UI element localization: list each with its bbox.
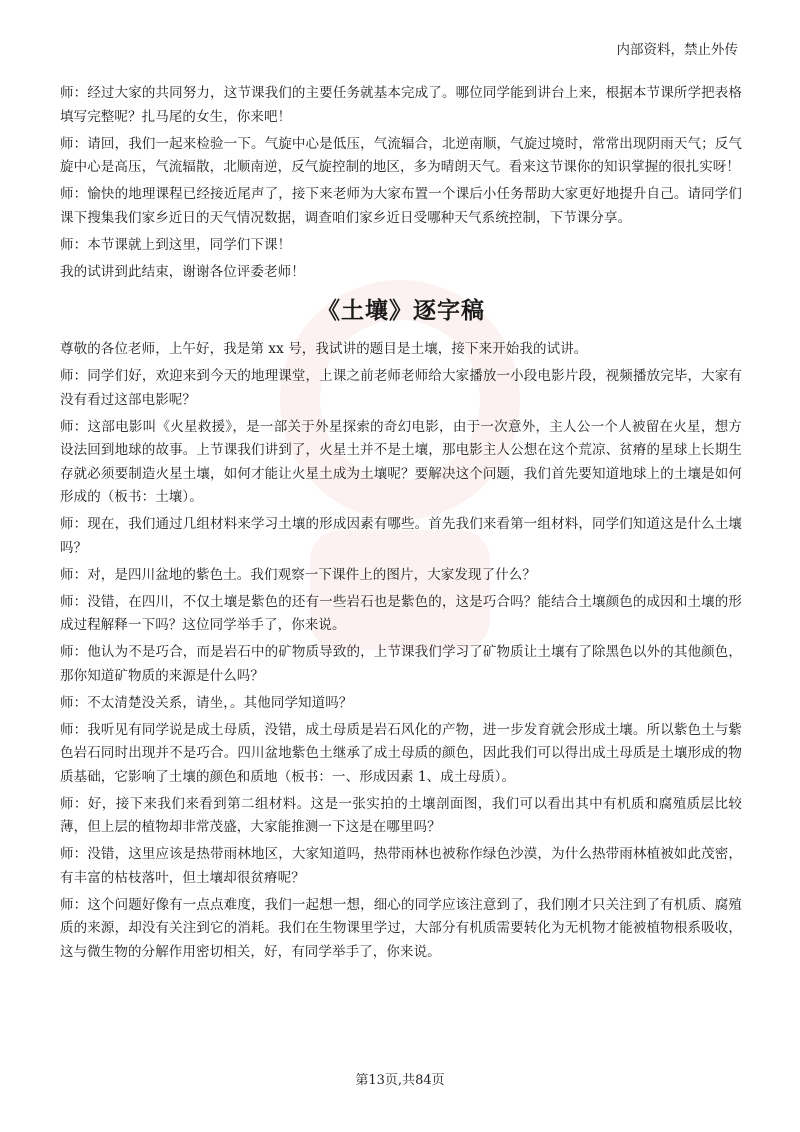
paragraph: 师：对，是四川盆地的紫色土。我们观察一下课件上的图片，大家发现了什么？ [60, 566, 536, 583]
paragraph: 师：没错，这里应该是热带雨林地区，大家知道吗，热带雨林也被称作绿色沙漠，为什么热带雨林植被如此茂密，有丰富的枯枝落叶，但土壤却很贫瘠呢？ [60, 846, 742, 886]
paragraph: 师：同学们好，欢迎来到今天的地理课堂，上课之前老师老师给大家播放一小段电影片段，视频播放完毕，大家有没有看过这部电影呢？ [60, 368, 742, 408]
page-number: 第13页,共84页 [355, 1073, 445, 1088]
paragraph: 师：这部电影叫《火星救援》，是一部关于外星探索的奇幻电影，由于一次意外，主人公一个人被留在火星，想方设法回到地球的故事。上节课我们讲到了，火星土并不是土壤，那电影主人公想在这个荒凉、贫瘠的星球上长期生存就必须要制造火星土壤，如何才能让火星土成为土壤呢？要解决这个问题，我们首先要知道地球上的土壤是如何形成的（板书：土壤）。 [60, 418, 742, 505]
paragraph: 师：没错，在四川，不仅土壤是紫色的还有一些岩石也是紫色的，这是巧合吗？能结合土壤颜色的成因和土壤的形成过程解释一下吗？这位同学举手了，你来说。 [60, 593, 742, 633]
paragraph: 师：本节课就上到这里，同学们下课！ [60, 236, 292, 253]
paragraph: 师：请回，我们一起来检验一下。气旋中心是低压，气流辐合，北逆南顺，气旋过境时，常常出现阴雨天气；反气旋中心是高压，气流辐散，北顺南逆，反气旋控制的地区，多为晴朗天气。看来这节课你的知识掌握的很扎实呀！ [60, 135, 742, 175]
paragraph: 师：他认为不是巧合，而是岩石中的矿物质导致的，上节课我们学习了矿物质让土壤有了除黑色以外的其他颜色，那你知道矿物质的来源是什么吗？ [60, 644, 742, 684]
document-content [60, 82, 742, 968]
paragraph: 师：现在，我们通过几组材料来学习土壤的形成因素有哪些。首先我们来看第一组材料，同学们知道这是什么土壤吗？ [60, 516, 742, 556]
paragraph: 尊敬的各位老师，上午好，我是第 xx 号，我试讲的题目是土壤，接下来开始我的试讲。 [60, 341, 588, 357]
paragraph: 师：我听见有同学说是成土母质，没错，成土母质是岩石风化的产物，进一步发育就会形成土壤。所以紫色土与紫色岩石同时出现并不是巧合。四川盆地紫色土继承了成土母质的颜色，因此我们可以得出成土母质是土壤形成的物质基础，它影响了土壤的颜色和质地（板书：一、形成因素 1、成土母质）。 [60, 721, 742, 785]
paragraph: 师：经过大家的共同努力，这节课我们的主要任务就基本完成了。哪位同学能到讲台上来，根据本节课所学把表格填写完整呢？扎马尾的女生，你来吧！ [60, 85, 742, 125]
section-title: 《土壤》逐字稿 [317, 297, 485, 324]
paragraph: 我的试讲到此结束，谢谢各位评委老师！ [60, 263, 305, 280]
paragraph: 师：这个问题好像有一点点难度，我们一起想一想，细心的同学应该注意到了，我们刚才只关注到了有机质、腐殖质的来源，却没有关注到它的消耗。我们在生物课里学过，大部分有机质需要转化为无机物才能被植物根系吸收，这与微生物的分解作用密切相关，好，有同学举手了，你来说。 [60, 896, 742, 960]
paragraph: 师：愉快的地理课程已经接近尾声了，接下来老师为大家布置一个课后小任务帮助大家更好地提升自己。请同学们课下搜集我们家乡近日的天气情况数据，调查咱们家乡近日受哪种天气系统控制，下节课分享。 [60, 186, 742, 226]
paragraph: 师：不太清楚没关系，请坐，。其他同学知道吗？ [60, 694, 353, 711]
confidential-note: 内部资料，禁止外传 [616, 42, 738, 58]
paragraph: 师：好，接下来我们来看到第二组材料。这是一张实拍的土壤剖面图，我们可以看出其中有机质和腐殖质层比较薄，但上层的植物却非常茂盛，大家能推测一下这是在哪里吗？ [60, 795, 742, 835]
